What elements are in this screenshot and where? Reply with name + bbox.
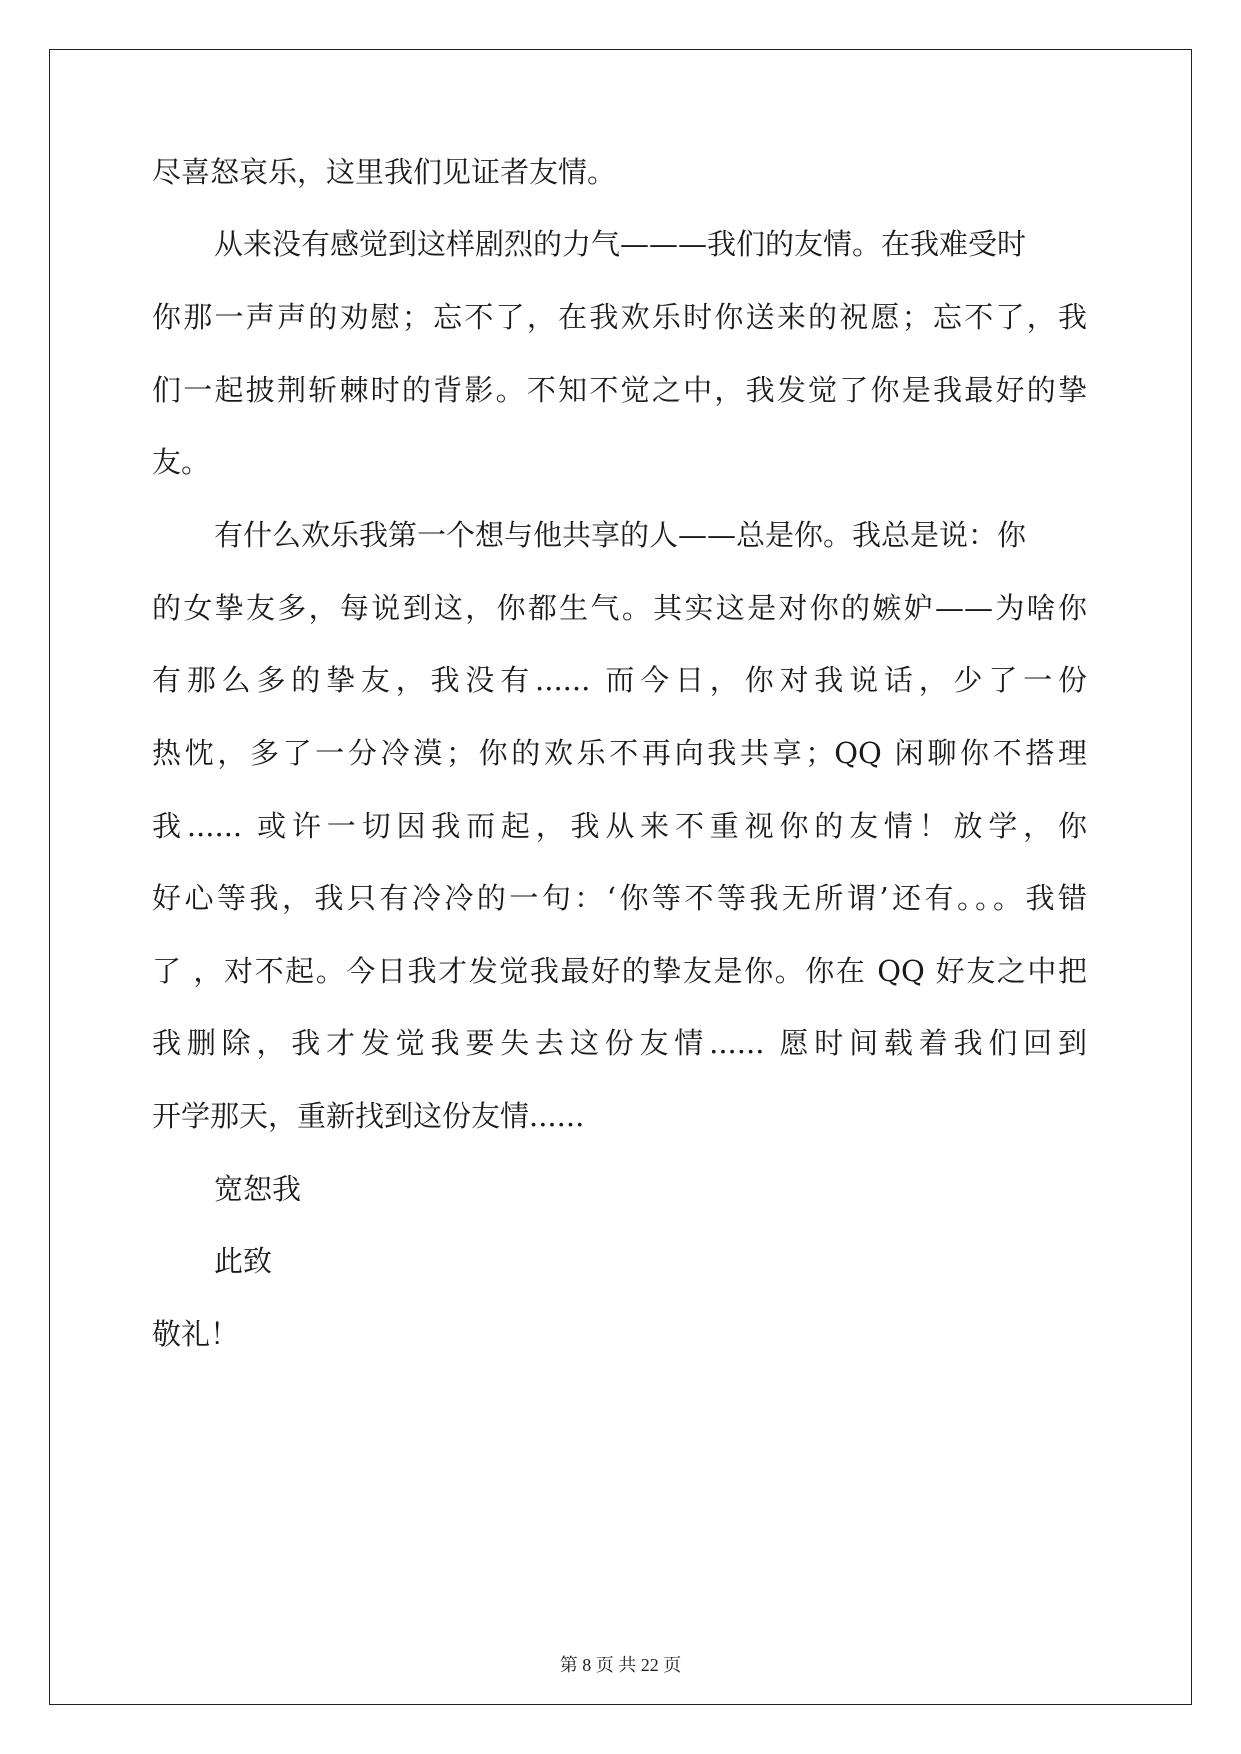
paragraph-start-line: 从来没有感觉到这样剧烈的力气———我们的友情。在我难受时 [214, 227, 1027, 261]
text-line: 我删除，我才发觉我要失去这份友情...... 愿时间载着我们回到 [152, 1026, 1087, 1060]
text-line: 尽喜怒哀乐，这里我们见证者友情。 [152, 155, 617, 189]
salutation-line: 此致 [214, 1244, 273, 1278]
page-border [49, 49, 1192, 1705]
text-line: 友。 [152, 445, 211, 479]
text-line: 的女挚友多，每说到这，你都生气。其实这是对你的嫉妒——为啥你 [152, 591, 1087, 625]
page-number: 第 8 页 共 22 页 [559, 1655, 682, 1675]
text-line: 了 ，对不起。今日我才发觉我最好的挚友是你。你在 QQ 好友之中把 [152, 954, 1087, 988]
text-line: 们一起披荆斩棘时的背影。不知不觉之中，我发觉了你是我最好的挚 [152, 373, 1087, 407]
text-line: 开学那天，重新找到这份友情...... [152, 1099, 585, 1133]
text-line: 好心等我，我只有冷冷的一句：‘你等不等我无所谓’还有。。。我错 [152, 881, 1087, 915]
salutation-closing: 敬礼！ [152, 1317, 240, 1351]
paragraph-start-line: 有什么欢乐我第一个想与他共享的人——总是你。我总是说：你 [214, 518, 1027, 552]
text-line: 我...... 或许一切因我而起，我从来不重视你的友情！放学，你 [152, 809, 1087, 843]
closing-line: 宽恕我 [214, 1172, 302, 1206]
text-line: 有那么多的挚友，我没有...... 而今日，你对我说话，少了一份 [152, 663, 1087, 697]
text-line: 你那一声声的劝慰；忘不了，在我欢乐时你送来的祝愿；忘不了，我 [152, 300, 1087, 334]
text-line: 热忱，多了一分冷漠；你的欢乐不再向我共享；QQ 闲聊你不搭理 [152, 736, 1087, 770]
